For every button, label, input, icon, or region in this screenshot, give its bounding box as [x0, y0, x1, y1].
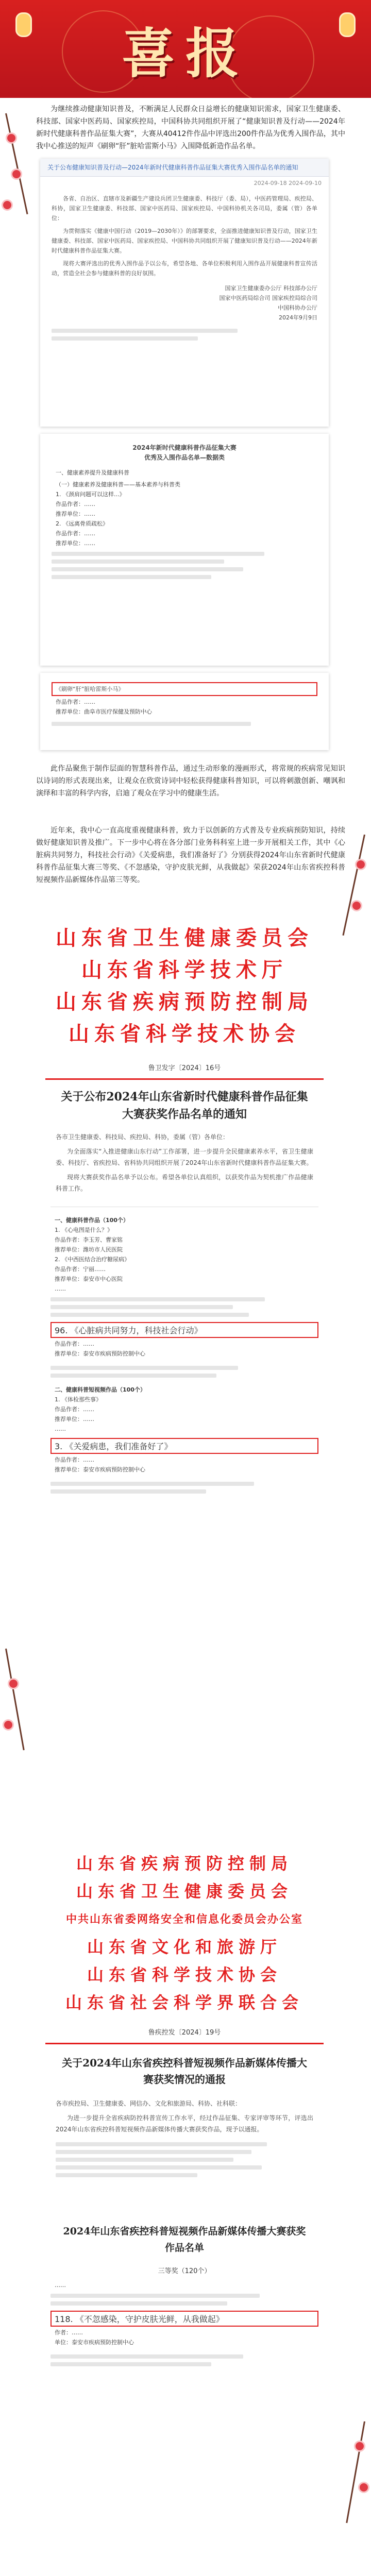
annex-title: 2024年山东省疾控科普短视频作品新媒体传播大赛获奖作品名单 — [63, 2226, 306, 2253]
highlight-unit: 推荐单位：曲阜市医疗保健及预防中心 — [56, 708, 152, 715]
placeholder-line — [56, 2173, 197, 2177]
placeholder-line — [50, 1374, 216, 1378]
annex-subtitle: 优秀及入围作品名单—数据类 — [144, 454, 225, 461]
document-body-line: 为进一步提升全省疾病防控科普宣传工作水平，经过作品征集、专家评审等环节，评选出2024年山东省疾控科普短视频作品新媒体传播大赛获奖作品，现予以通报。 — [56, 2114, 313, 2133]
award-entry: 作品作者：…… — [55, 1341, 94, 1347]
notice-screenshot-1 — [40, 159, 329, 427]
issuer-line: 山东省科学技术厅 — [81, 958, 288, 982]
annex-title: 2024年新时代健康科普作品征集大赛 — [132, 444, 237, 451]
placeholder-line — [50, 1489, 206, 1494]
award-entry: …… — [55, 2282, 66, 2289]
branch-stroke — [5, 1649, 25, 1750]
award-entry: 推荐单位：泰安市疾病预防控制中心 — [55, 1466, 145, 1473]
plum-blossom-icon — [4, 1721, 12, 1729]
highlighted-entry: 《刷卵“肝”脏哈雷斯小马》 — [52, 682, 317, 696]
document-title: 关于公布2024年山东省新时代健康科普作品征集大赛获奖作品名单的通知 — [61, 1090, 308, 1121]
plum-branch-right — [348, 2421, 371, 2545]
annex-line: 一、健康素养提升及健康科普 — [56, 469, 129, 476]
annex-line: 2. 《远离骨质疏松》 — [56, 520, 108, 527]
plum-blossom-icon — [12, 170, 21, 178]
document-title: 关于2024年山东省疾控科普短视频作品新媒体传播大赛获奖情况的通报 — [62, 2057, 307, 2086]
plum-branch-right — [348, 835, 371, 958]
plum-blossom-icon — [9, 1680, 18, 1688]
award-entry: 作品作者：…… — [55, 1456, 94, 1463]
notice-meta: 2024-09-18 2024-09-10 — [254, 180, 322, 187]
issuer-line: 山东省文化和旅游厅 — [87, 1937, 282, 1957]
branch-stroke — [5, 113, 28, 214]
issuer-line: 山东省科学技术协会 — [69, 1022, 300, 1046]
award-entry: 2. 《中西医结合治疗糖尿病》 — [55, 1256, 130, 1263]
award-entry: 单位：泰安市疾病预防控制中心 — [55, 2339, 134, 2346]
annex-line: 作品作者：…… — [56, 530, 95, 537]
notice-body-line: 现将大赛评选出的优秀入围作品予以公布，希望各地、各单位积极利用入围作品开展健康科普宣传活动，营造全社会参与健康科普的良好氛围。 — [52, 260, 317, 277]
notice-annex-card — [40, 434, 329, 666]
annex-line: 1. 《颈肩问题可以这样...》 — [56, 491, 125, 498]
award-entry: …… — [55, 1285, 66, 1292]
document-body-line: 现将大赛获奖作品名单予以公布。希望各单位认真组织，以获奖作品为契机推广作品健康科普工作。 — [56, 1174, 313, 1192]
issuer-line: 山东省疾病预防控制局 — [76, 1854, 293, 1873]
notice-date: 2024年9月9日 — [279, 314, 317, 321]
highlighted-entry: 3. 《关爱病患，我们准备好了》 — [50, 1438, 318, 1454]
placeholder-line — [56, 2150, 251, 2154]
issuer-line: 山东省科学技术协会 — [87, 1965, 282, 1985]
document-addressee: 各市卫生健康委、科技局、疾控局、科协，委属（管）各单位： — [56, 1133, 229, 1141]
issuer-line: 山东省社会科学界联合会 — [65, 1993, 303, 2012]
placeholder-line — [50, 1482, 254, 1486]
placeholder-line — [52, 560, 224, 564]
notice-highlight-card — [40, 673, 329, 750]
award-entry: 1. 《心电图是什么？》 — [55, 1227, 113, 1233]
award-entry: 作品作者：…… — [55, 1406, 94, 1413]
issuer-line: 中共山东省委网络安全和信息化委员会办公室 — [66, 1912, 303, 1925]
placeholder-line — [52, 552, 264, 556]
annex-section: 三等奖（120个） — [158, 2267, 211, 2275]
placeholder-line — [50, 2301, 227, 2306]
annex-line: （一）健康素养及健康科普——基本素养与科普类 — [56, 481, 180, 488]
award-entry: 推荐单位：…… — [55, 1416, 94, 1422]
plum-blossom-icon — [356, 2442, 364, 2450]
placeholder-line — [52, 722, 251, 726]
award-entry: 作品作者：李玉芳、曹家铭 — [55, 1236, 123, 1243]
annex-line: 作品作者：…… — [56, 501, 95, 507]
placeholder-line — [50, 2294, 260, 2298]
placeholder-line — [52, 329, 238, 333]
plum-branch-left — [0, 1649, 23, 1772]
red-header-document-1 — [40, 907, 329, 1762]
highlighted-entry: 96. 《心脏病共同努力，科技社会行动》 — [50, 1322, 318, 1338]
plum-blossom-icon — [360, 2483, 368, 2492]
notice-link-title[interactable]: 关于公布健康知识普及行动—2024年新时代健康科普作品征集大赛优秀入围作品名单的通知 — [40, 159, 329, 177]
award-entry: 作品作者：宁丽…… — [55, 1266, 106, 1273]
banner — [0, 0, 371, 98]
notice-body-line: 各省、自治区、直辖市及新疆生产建设兵团卫生健康委、科技厅（委、局），中医药管理局、疾控局、科协，国家卫生健康委、科技部、国家中医药局、国家疾控局、中国科协机关各司局，委属（管）各单位： — [52, 195, 317, 222]
placeholder-line — [52, 567, 243, 571]
placeholder-line — [52, 336, 198, 341]
placeholder-line — [52, 575, 211, 579]
placeholder-line — [50, 1366, 238, 1370]
red-rule — [45, 1078, 324, 1080]
award-entry: …… — [55, 1426, 66, 1432]
document-number: 鲁疾控发〔2024〕19号 — [148, 2029, 221, 2037]
notice-signature: 国家卫生健康委办公厅 科技部办公厅 — [225, 285, 317, 292]
placeholder-line — [50, 1305, 233, 1309]
document-body-line: 为全面落实“入推进健康山东行动”工作部署，进一步提升全民健康素养水平，省卫生健康委、科技厅、省疾控局、省科协共同组织开展了2024年山东省新时代健康科普作品征集大赛。 — [56, 1148, 313, 1166]
plum-branch-left — [0, 113, 23, 237]
placeholder-line — [50, 1297, 265, 1301]
issuer-line: 山东省卫生健康委员会 — [56, 926, 313, 950]
notice-body-line: 为贯彻落实《健康中国行动（2019—2030年）》的部署要求，全面推进健康知识普及行动，国家卫生健康委、科技部、国家中医药局、国家疾控局、中国科协共同组织开展了健康知识普及行动——2024年新时代健康科普作品征集大赛。 — [52, 228, 317, 254]
award-entry: 1. 《体检那些事》 — [55, 1396, 102, 1403]
plum-blossom-icon — [3, 201, 11, 209]
award-section: 一、健康科普作品（100个） — [55, 1217, 129, 1224]
placeholder-line — [50, 1313, 249, 1317]
placeholder-line — [56, 2158, 233, 2162]
notice-signature: 国家中医药局综合司 国家疾控局综合司 — [219, 295, 317, 301]
award-section: 二、健康科普短视频作品（100个） — [55, 1386, 146, 1393]
award-entry: 推荐单位：泰安市中心医院 — [55, 1276, 123, 1282]
body-paragraph-2: 近年来，我中心一直高度重视健康科普，致力于以创新的方式普及专业疾病预防知识，持续做好健康知识普及推广。下一步中心将在各分部门业务科科室上进一步开展相关工作，其中《心脏病共同努力，科技社会行动》《关爱病患，我们准备好了》分别获得2024年山东省新时代健康科普作品征集大赛三等奖、《不忽感染，守护皮肤光鲜，从我做起》荣获2024年山东省疾控科普短视频作品新媒体作品第三等奖。 — [36, 826, 345, 884]
award-entry: 推荐单位：泰安市疾病预防控制中心 — [55, 1350, 145, 1357]
red-header-document-2 — [40, 1834, 329, 2576]
body-paragraph-1: 此作品聚焦于制作层面的智慧科普作品，通过生动形象的漫画形式，将常规的疾病常见知识以诗词的形式表现出来，让观众在欣赏诗词中轻松获得健康科普知识，可以将刺激创新、嘲讽和演绎和丰富的科学内容，启迪了观众在学习中的健康生活。 — [36, 765, 345, 798]
annex-line: 推荐单位：…… — [56, 511, 95, 517]
banner-title: 喜报 — [121, 22, 249, 85]
placeholder-line — [56, 2165, 262, 2170]
plum-blossom-icon — [7, 134, 15, 142]
placeholder-line — [50, 2354, 243, 2359]
award-entry: 推荐单位：潍坊市人民医院 — [55, 1246, 123, 1253]
notice-signature: 中国科协办公厅 — [278, 304, 317, 311]
annex-line: 推荐单位：…… — [56, 540, 95, 547]
intro-paragraph: 为继续推动健康知识普及，不断满足人民群众日益增长的健康知识需求，国家卫生健康委、科技部、国家中医药局、国家疾控局，中国科协共同组织开展了“健康知识普及行动——2024年新时代健康科普作品征集大赛”，大赛从40412件作品中评选出200件作品为优秀入围作品，其中我中心推送的短声《刷卵“肝”脏哈雷斯小马》入围降低新造作品名单。 — [36, 105, 345, 150]
document-addressee: 各市疾控局、卫生健康委、网信办、文化和旅游局、科协、社科联： — [56, 2100, 242, 2107]
document-number: 鲁卫发字〔2024〕16号 — [148, 1064, 221, 1072]
award-entry: 作者：…… — [55, 2329, 83, 2336]
plum-blossom-icon — [352, 902, 361, 910]
branch-stroke — [342, 835, 365, 936]
branch-stroke — [346, 2421, 365, 2523]
issuer-line: 山东省卫生健康委员会 — [76, 1882, 293, 1901]
placeholder-line — [50, 2362, 211, 2366]
highlighted-entry: 118. 《不忽感染，守护皮肤光鲜，从我做起》 — [50, 2311, 318, 2327]
issuer-line: 山东省疾病预防控制局 — [56, 990, 313, 1014]
plum-blossom-icon — [357, 860, 365, 869]
red-rule — [45, 2043, 324, 2044]
highlight-author: 作品作者：…… — [56, 699, 95, 705]
placeholder-line — [56, 2142, 267, 2146]
